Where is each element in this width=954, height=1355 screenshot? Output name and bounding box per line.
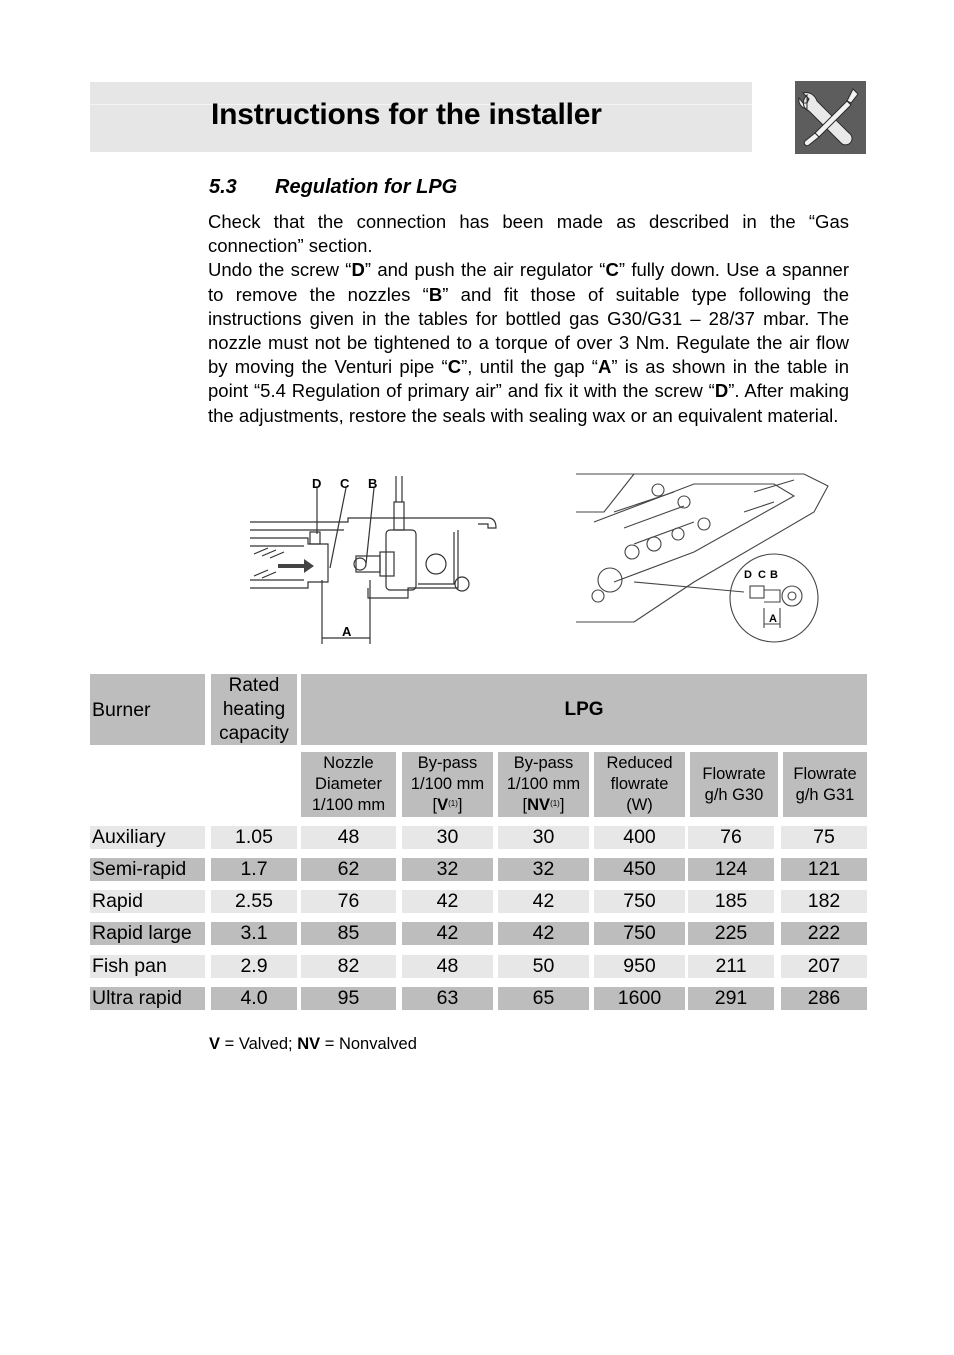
table-cell-reduced: 450: [594, 858, 685, 881]
table-cell-reduced: 400: [594, 826, 685, 849]
table-cell-reduced: 750: [594, 922, 685, 945]
table-cell-nozzle: 82: [301, 955, 396, 978]
table-cell-nozzle: 62: [301, 858, 396, 881]
paragraph-1: Check that the connection has been made as described in the “Gas connection” section.: [208, 211, 849, 257]
table-cell-bnv: 42: [498, 890, 589, 913]
table-cell-bv: 63: [402, 987, 493, 1010]
zoom-label-A: A: [769, 613, 777, 625]
header-bypass-valved: By-pass 1/100 mm $[V^{(1)}]$: [402, 752, 493, 817]
table-cell-burner: Auxiliary: [90, 826, 205, 849]
table-cell-bnv: 65: [498, 987, 589, 1010]
table-cell-bv: 32: [402, 858, 493, 881]
header-rated-capacity: Rated heating capacity: [211, 674, 297, 745]
table-cell-rated: 1.05: [211, 826, 297, 849]
table-cell-bnv: 32: [498, 858, 589, 881]
header-bypass-nonvalved: By-pass 1/100 mm [NV$^{(1)}$]: [498, 752, 589, 817]
table-cell-rated: 2.55: [211, 890, 297, 913]
table-cell-reduced: 750: [594, 890, 685, 913]
zoom-label-D: D: [744, 569, 752, 581]
label-B: B: [368, 476, 378, 491]
wrench-screwdriver-icon: [795, 81, 866, 154]
table-cell-g31: 121: [781, 858, 867, 881]
table-cell-bv: 42: [402, 922, 493, 945]
table-cell-burner: Fish pan: [90, 955, 205, 978]
table-cell-bnv: 50: [498, 955, 589, 978]
page-title: Instructions for the installer: [211, 98, 602, 131]
table-cell-bnv: 42: [498, 922, 589, 945]
table-cell-g30: 211: [688, 955, 774, 978]
table-cell-nozzle: 95: [301, 987, 396, 1010]
table-cell-burner: Semi-rapid: [90, 858, 205, 881]
label-C: C: [340, 476, 350, 491]
table-cell-g30: 225: [688, 922, 774, 945]
table-cell-rated: 3.1: [211, 922, 297, 945]
table-cell-g30: 124: [688, 858, 774, 881]
instructions-text: [208, 210, 849, 428]
label-D: D: [312, 476, 322, 491]
table-cell-bnv: 30: [498, 826, 589, 849]
table-cell-bv: 30: [402, 826, 493, 849]
header-burner: Burner: [90, 674, 205, 745]
hob-underside-diagram: [574, 472, 830, 644]
header-flowrate-g31: Flowrate g/h G31: [783, 752, 867, 817]
header-nozzle-diameter: Nozzle Diameter 1/100 mm: [301, 752, 396, 817]
table-cell-g30: 76: [688, 826, 774, 849]
zoom-label-B: B: [770, 569, 778, 581]
section-number: 5.3: [209, 176, 237, 198]
table-cell-g31: 222: [781, 922, 867, 945]
table-cell-burner: Rapid large: [90, 922, 205, 945]
table-cell-burner: Rapid: [90, 890, 205, 913]
section-heading: [209, 176, 457, 199]
table-cell-rated: 1.7: [211, 858, 297, 881]
table-cell-rated: 2.9: [211, 955, 297, 978]
table-cell-bv: 48: [402, 955, 493, 978]
table-cell-nozzle: 48: [301, 826, 396, 849]
section-title: Regulation for LPG: [275, 176, 458, 198]
header-reduced-flowrate: Reduced flowrate (W): [594, 752, 685, 817]
table-cell-g30: 291: [688, 987, 774, 1010]
table-cell-g31: 286: [781, 987, 867, 1010]
table-cell-reduced: 1600: [594, 987, 685, 1010]
nozzle-cross-section-diagram: [248, 472, 500, 648]
table-cell-nozzle: 85: [301, 922, 396, 945]
header-lpg: LPG: [301, 674, 867, 745]
paragraph-2: Undo the screw “D” and push the air regulator “C” fully down. Use a spanner to remove the nozzles “B” and fit those of suitable type following the instructions given in the tables for bottled gas G30/G31 – 28/37 mbar. The nozzle must not be tightened to a torque of over 3 Nm. Regulate the air flow by moving the Venturi pipe “C”, until the gap “A” is as shown in the table in point “5.4 Regulation of primary air” and fix it with the screw “D”. After making the adjustments, restore the seals with sealing wax or an equivalent material.: [208, 259, 850, 426]
table-cell-burner: Ultra rapid: [90, 987, 205, 1010]
footnote: V = Valved; NV = Nonvalved: [209, 1035, 417, 1053]
header-flowrate-g30: Flowrate g/h G30: [690, 752, 778, 817]
table-cell-g30: 185: [688, 890, 774, 913]
table-cell-reduced: 950: [594, 955, 685, 978]
zoom-label-C: C: [758, 569, 766, 581]
table-cell-g31: 75: [781, 826, 867, 849]
table-cell-nozzle: 76: [301, 890, 396, 913]
label-A: A: [342, 624, 352, 639]
table-cell-g31: 182: [781, 890, 867, 913]
table-cell-rated: 4.0: [211, 987, 297, 1010]
table-cell-g31: 207: [781, 955, 867, 978]
table-cell-bv: 42: [402, 890, 493, 913]
